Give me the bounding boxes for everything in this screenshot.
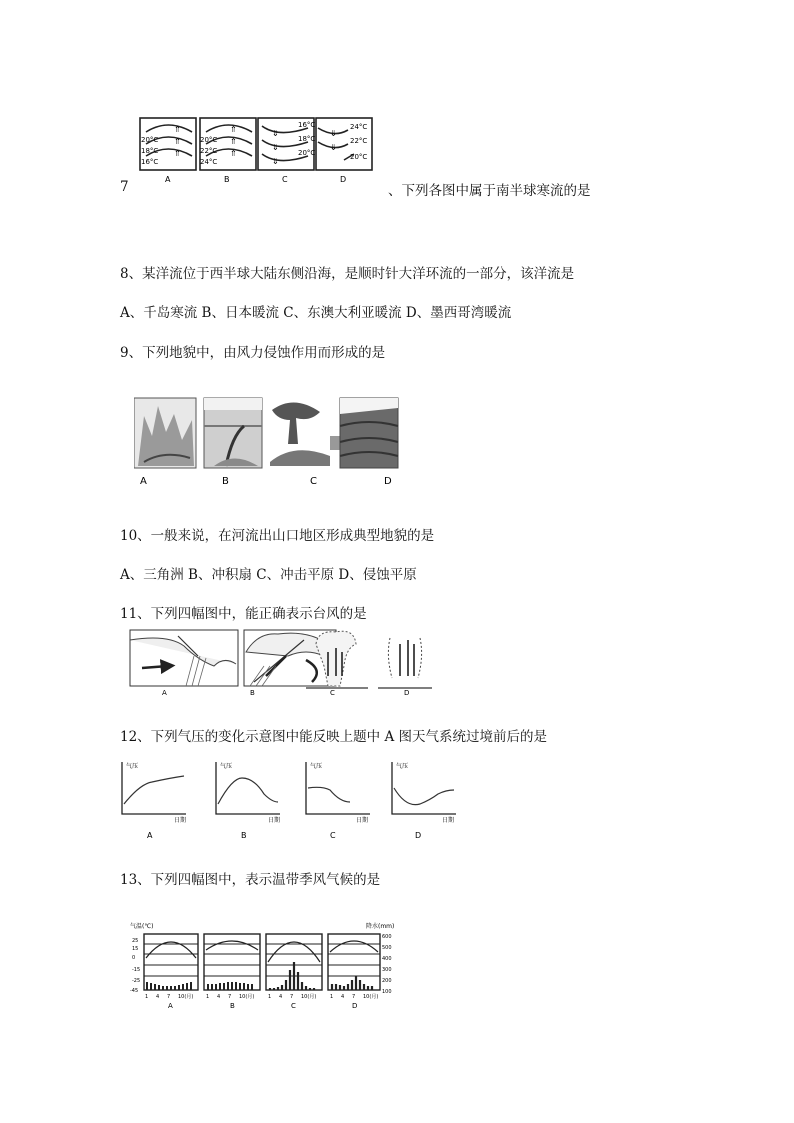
- q13-label-b: B: [230, 1002, 235, 1010]
- q13-left-tick-6: -45: [130, 988, 139, 994]
- q13-c-month-7: 7: [290, 994, 294, 1000]
- q9-label-a: A: [140, 476, 147, 487]
- q13-right-tick-4: 300: [382, 967, 392, 973]
- svg-text:⇓: ⇓: [272, 129, 279, 138]
- q12-label-c: C: [330, 831, 336, 840]
- q13-left-tick-1: 25: [132, 938, 139, 944]
- q12-label-a: A: [147, 831, 153, 840]
- q11-label-a: A: [162, 689, 167, 696]
- q7-d-temp-1: 24°C: [350, 123, 368, 131]
- q13-panel-b: [204, 934, 260, 1010]
- svg-text:⇓: ⇓: [330, 143, 337, 152]
- q13-d-month-10: 10(月): [363, 994, 379, 1000]
- q7-c-temp-1: 16°C: [298, 121, 316, 129]
- q7-b-temp-1: 20°C: [200, 136, 218, 144]
- q13-b-month-10: 10(月): [239, 994, 255, 1000]
- q13-figure: [128, 918, 408, 1012]
- q7-a-temp-3: 16°C: [141, 158, 159, 166]
- q7-b-temp-3: 24°C: [200, 158, 218, 166]
- q7-a-temp-1: 20°C: [141, 136, 159, 144]
- q9-panel-b: [204, 398, 262, 468]
- q7-b-temp-2: 22°C: [200, 147, 218, 155]
- q13-d-month-7: 7: [352, 994, 356, 1000]
- q12-label-b: B: [241, 831, 247, 840]
- q13-a-month-1: 1: [145, 994, 149, 1000]
- q11-label-d: D: [404, 689, 410, 696]
- q12-c-ylabel: 气压: [310, 763, 323, 770]
- q13-a-month-10: 10(月): [178, 994, 194, 1000]
- q13-b-month-7: 7: [228, 994, 232, 1000]
- q12-b-ylabel: 气压: [220, 763, 233, 770]
- q13-panel-c: [266, 934, 322, 1010]
- q9-label-c: C: [310, 476, 317, 487]
- q9-panel-d: [340, 398, 398, 468]
- q13-left-axis-title: 气温(℃): [130, 923, 154, 930]
- q9-label-b: B: [222, 476, 229, 487]
- q13-d-month-4: 4: [341, 994, 345, 1000]
- q13-right-tick-6: 100: [382, 989, 392, 995]
- q12-d-ylabel: 气压: [396, 763, 409, 770]
- q11-label-c: C: [330, 689, 335, 696]
- q8-options: A、千岛寒流 B、日本暖流 C、东澳大利亚暖流 D、墨西哥湾暖流: [120, 305, 512, 321]
- q13-c-month-4: 4: [279, 994, 283, 1000]
- q13-b-month-4: 4: [217, 994, 221, 1000]
- q12-panel-b: [216, 762, 280, 840]
- q10-question: 10、一般来说，在河流出山口地区形成典型地貌的是: [120, 528, 435, 544]
- q12-figure: [116, 758, 456, 842]
- q13-a-month-7: 7: [167, 994, 171, 1000]
- q12-question: 12、下列气压的变化示意图中能反映上题中 A 图天气系统过境前后的是: [120, 729, 548, 745]
- q7-a-temp-2: 18°C: [141, 147, 159, 155]
- q7-d-temp-3: 20°C: [350, 153, 368, 161]
- q11-figure: [128, 626, 438, 696]
- q9-question: 9、下列地貌中，由风力侵蚀作用而形成的是: [120, 345, 386, 361]
- q13-c-month-10: 10(月): [301, 994, 317, 1000]
- q9-label-d: D: [384, 476, 392, 487]
- q13-panel-d: [328, 934, 380, 1010]
- q12-d-xlabel: 日期: [442, 817, 455, 824]
- q13-right-tick-1: 600: [382, 934, 392, 940]
- svg-text:⇓: ⇓: [272, 143, 279, 152]
- q12-a-xlabel: 日期: [174, 817, 187, 824]
- q12-c-xlabel: 日期: [356, 817, 369, 824]
- q9-figure: [134, 396, 404, 488]
- q7-c-temp-3: 20°C: [298, 149, 316, 157]
- q10-options: A、三角洲 B、冲积扇 C、冲击平原 D、侵蚀平原: [120, 567, 417, 583]
- q13-label-a: A: [168, 1002, 173, 1010]
- q13-right-tick-3: 400: [382, 956, 392, 962]
- q13-left-tick-4: -15: [132, 967, 141, 973]
- q13-a-month-4: 4: [156, 994, 160, 1000]
- q13-right-tick-5: 200: [382, 978, 392, 984]
- q12-panel-c: [306, 762, 370, 840]
- q13-label-c: C: [291, 1002, 296, 1010]
- svg-text:⇑: ⇑: [230, 137, 237, 146]
- svg-text:⇑: ⇑: [174, 137, 181, 146]
- q13-panel-a: [144, 934, 198, 1010]
- q9-panel-c: [270, 402, 340, 466]
- q7-c-temp-2: 18°C: [298, 135, 316, 143]
- svg-text:⇑: ⇑: [174, 125, 181, 134]
- q7-label-b: B: [224, 175, 230, 184]
- svg-text:⇑: ⇑: [230, 149, 237, 158]
- q11-label-b: B: [250, 689, 255, 696]
- q12-label-d: D: [415, 831, 422, 840]
- q13-right-tick-2: 500: [382, 945, 392, 951]
- q7-label-c: C: [282, 175, 288, 184]
- q12-a-ylabel: 气压: [126, 763, 139, 770]
- q7-figure: [138, 116, 378, 186]
- svg-text:⇑: ⇑: [230, 125, 237, 134]
- q13-label-d: D: [352, 1002, 358, 1010]
- q13-b-month-1: 1: [206, 994, 210, 1000]
- q12-panel-d: [392, 762, 456, 840]
- q7-label-d: D: [340, 175, 347, 184]
- q8-question: 8、某洋流位于西半球大陆东侧沿海，是顺时针大洋环流的一部分，该洋流是: [120, 266, 575, 282]
- q11-panel-a: [130, 630, 238, 686]
- q13-left-tick-2: 15: [132, 946, 139, 952]
- q9-panel-a: [134, 398, 196, 468]
- q11-question: 11、下列四幅图中，能正确表示台风的是: [120, 606, 367, 622]
- q12-b-xlabel: 日期: [268, 817, 281, 824]
- q7-number: 7: [120, 179, 129, 195]
- q13-left-tick-3: 0: [132, 955, 136, 961]
- q12-panel-a: [122, 762, 186, 840]
- q7-question: 、下列各图中属于南半球寒流的是: [388, 183, 591, 199]
- q13-c-month-1: 1: [268, 994, 272, 1000]
- svg-text:⇓: ⇓: [330, 129, 337, 138]
- q13-left-tick-5: -25: [132, 978, 141, 984]
- q13-question: 13、下列四幅图中，表示温带季风气候的是: [120, 872, 381, 888]
- q13-d-month-1: 1: [330, 994, 334, 1000]
- q7-d-temp-2: 22°C: [350, 137, 368, 145]
- q11-panel-d: [378, 638, 432, 688]
- svg-text:⇓: ⇓: [272, 157, 279, 166]
- q13-right-axis-title: 降水(mm): [366, 923, 395, 930]
- svg-text:⇑: ⇑: [174, 149, 181, 158]
- q7-label-a: A: [165, 175, 171, 184]
